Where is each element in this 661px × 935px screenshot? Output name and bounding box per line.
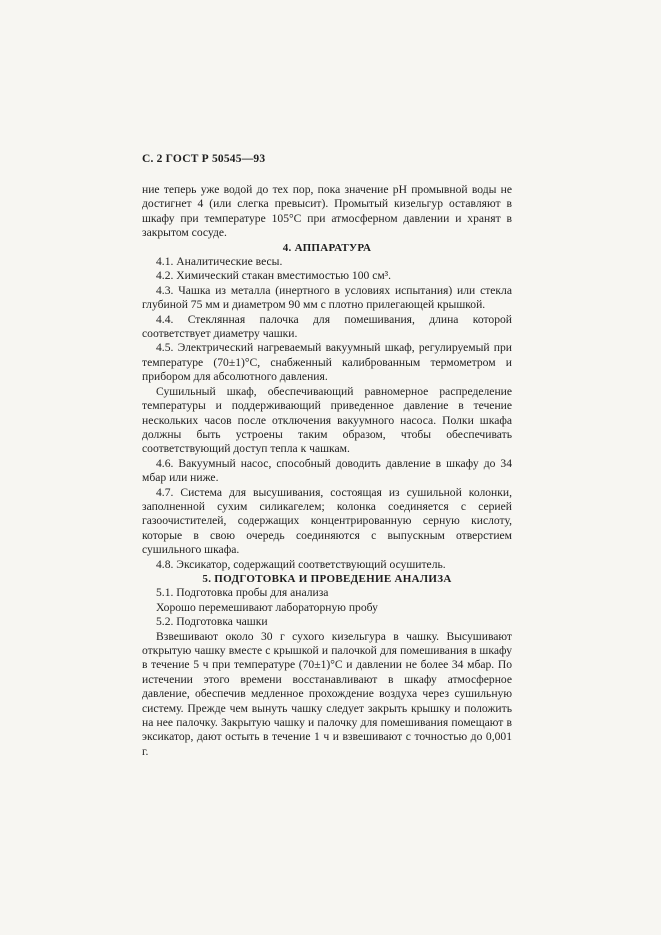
section-4-title: 4. АППАРАТУРА [282,241,372,254]
item-4-4: 4.4. Стеклянная палочка для помешивания, длина которой соответствует диаметру чашки. [142,312,512,341]
item-4-1: 4.1. Аналитические весы. [156,255,283,269]
item-5-2: 5.2. Подготовка чашки [156,615,268,629]
item-4-5: 4.5. Электрический нагреваемый вакуумный шкаф, регулируемый при температуре (70±1)°С, снабженный калиброванным термометром и прибором для абсолютного давления. [142,341,512,384]
document-body [142,183,512,759]
item-4-7: 4.7. Система для высушивания, состоящая из сушильной колонки, заполненной сухим силикагелем; колонка соединяется с серией газоочистителей, содержащих концентрированную серную кислоту, которые в свою очередь соединяются с выпускным отверстием сушильного шкафа. [142,485,512,557]
section-5-title: 5. ПОДГОТОВКА И ПРОВЕДЕНИЕ АНАЛИЗА [202,572,452,585]
item-5-1: 5.1. Подготовка пробы для анализа [156,586,329,600]
item-4-8: 4.8. Эксикатор, содержащий соответствующий осушитель. [156,557,446,571]
sample-prep-text: Хорошо перемешивают лабораторную пробу [156,600,378,614]
item-4-3: 4.3. Чашка из металла (инертного в условиях испытания) или стекла глубиной 75 мм и диаметром 90 мм с плотно прилегающей крышкой. [142,283,512,312]
page-header: С. 2 ГОСТ Р 50545—93 [142,153,266,165]
intro-paragraph: ние теперь уже водой до тех пор, пока значение рН промывной воды не достигнет 4 (или слегка превысит). Промытый кизельгур оставляют в шкафу при температуре 105°С при атмосферном давлении и хранят в закрытом сосуде. [142,183,512,240]
cup-prep-text: Взвешивают около 30 г сухого кизельгура в чашку. Высушивают открытую чашку вместе с крышкой и палочкой для помешивания в шкафу в течение 5 ч при температуре (70±1)°С и давлении не более 34 мбар. По истечении этого времени восстанавливают в шкафу атмосферное давление, обеспечив медленное прохождение воздуха через сушильную систему. Прежде чем вынуть чашку следует закрыть крышку и положить на нее палочку. Закрытую чашку и палочку для помешивания помещают в эксикатор, дают остыть в течение 1 ч и взвешивают с точностью до 0,001 г. [142,629,512,758]
item-4-2: 4.2. Химический стакан вместимостью 100 см³. [156,269,392,283]
item-4-5-drying-cabinet: Сушильный шкаф, обеспечивающий равномерное распределение температуры и поддерживающий приведенное давление в течение нескольких часов после отключения вакуумного насоса. Полки шкафа должны быть устроены таким образом, чтобы обеспечивать соответствующий доступ тепла к чашкам. [142,384,512,456]
item-4-6: 4.6. Вакуумный насос, способный доводить давление в шкафу до 34 мбар или ниже. [142,456,512,485]
